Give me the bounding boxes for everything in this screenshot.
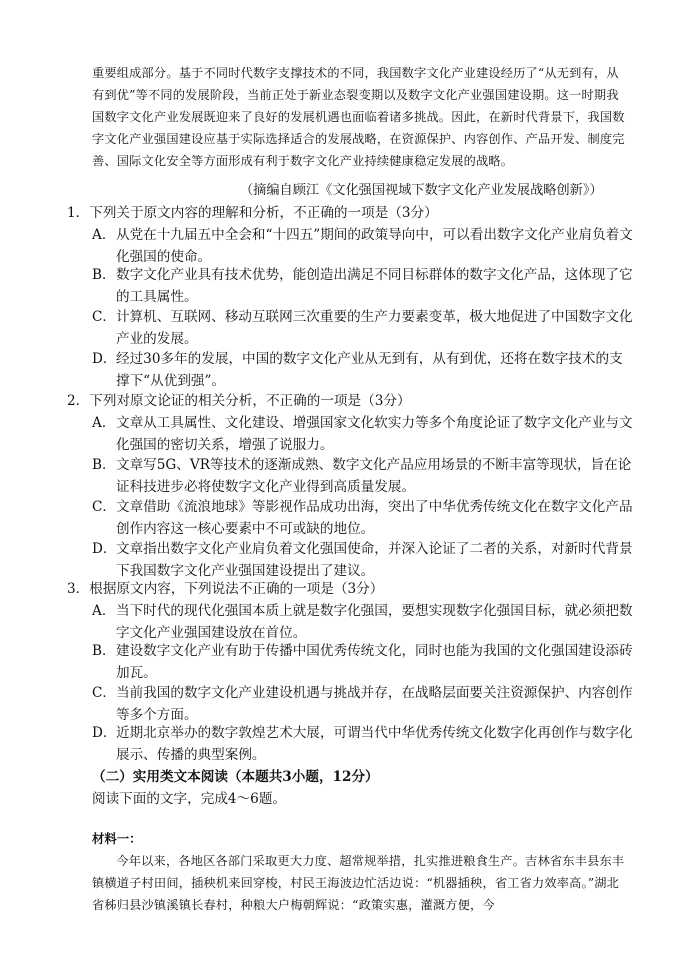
question-3-stem: 3．根据原文内容，下列说法不正确的一项是（3分）	[67, 581, 384, 597]
option-text: 建设数字文化产业有助于传播中国优秀传统文化，同时也能为我国的文化强国建设添砖加瓦。	[116, 643, 633, 681]
option-text: 当前我国的数字文化产业建设机遇与挑战并存，在战略层面要关注资源保护、内容创作等多个方面。	[116, 685, 633, 723]
option-label: A．	[92, 603, 116, 619]
option-label: D．	[92, 541, 117, 557]
question-1-option-a	[92, 224, 632, 268]
option-label: A．	[92, 415, 116, 431]
question-2-option-d	[92, 538, 632, 582]
option-text: 数字文化产业具有技术优势，能创造出满足不同目标群体的数字文化产品，这体现了它的工具属性。	[116, 267, 633, 305]
section-title: （二）实用类文本阅读（本题共3小题，12分）	[92, 769, 379, 785]
option-text: 文章写5G、VR等技术的逐渐成熟、数字文化产品应用场景的不断丰富等现状，旨在论证科技进步必将使数字文化产业得到高质量发展。	[116, 457, 632, 495]
intro-paragraph: 重要组成部分。基于不同时代数字支撑技术的不同，我国数字文化产业建设经历了“从无到有，从有到优”等不同的发展阶段，当前正处于新业态裂变期以及数字文化产业强国建设期。这一时期我国数字文化产业发展既迎来了良好的发展机遇也面临着诸多挑战。因此，在新时代背景下，我国数字文化产业强国建设应基于实际选择适合的发展战略，在资源保护、内容创作、产品开发、制度完善、国际文化安全等方面形成有利于数字文化产业持续健康稳定发展的战略。	[92, 66, 625, 168]
option-text: 从党在十九届五中全会和“十四五”期间的政策导向中，可以看出数字文化产业肩负着文化强国的使命。	[116, 227, 633, 265]
option-text: 文章从工具属性、文化建设、增强国家文化软实力等多个角度论证了数字文化产业与文化强国的密切关系，增强了说服力。	[116, 415, 633, 453]
option-label: B．	[92, 643, 116, 659]
source-note: （摘编自顾江《文化强国视域下数字文化产业发展战略创新》）	[240, 183, 603, 198]
option-text: 当下时代的现代化强国本质上就是数字化强国，要想实现数字化强国目标，就必须把数字文化产业强国建设放在首位。	[116, 603, 633, 641]
question-1-stem: 1．下列关于原文内容的理解和分析，不正确的一项是（3分）	[67, 205, 438, 221]
option-label: D．	[92, 351, 117, 367]
question-1-option-c	[92, 306, 632, 350]
question-3-option-a	[92, 600, 632, 644]
option-label: D．	[92, 725, 117, 741]
section-instruction: 阅读下面的文字，完成4～6题。	[92, 791, 287, 807]
option-label: C．	[92, 685, 116, 701]
question-1-option-b	[92, 264, 632, 308]
option-text: 计算机、互联网、移动互联网三次重要的生产力要素变革，极大地促进了中国数字文化产业的发展。	[116, 309, 633, 347]
option-label: B．	[92, 457, 116, 473]
option-label: C．	[92, 309, 116, 325]
option-text: 近期北京举办的数字敦煌艺术大展，可谓当代中华优秀传统文化数字化再创作与数字化展示、传播的典型案例。	[116, 725, 633, 763]
material-text: 今年以来，各地区各部门采取更大力度、超常规举措，扎实推进粮食生产。吉林省东丰县东丰镇横道子村田间，插秧机来回穿梭，村民王海波边忙活边说：“机器插秧，省工省力效率高。”湖北省秭归县沙镇溪镇长春村，种粮大户梅朝辉说：“政策实惠，灌溉方便，今	[92, 854, 625, 912]
question-3-option-d	[92, 722, 632, 766]
question-2-option-b	[92, 454, 632, 498]
question-2-option-c	[92, 496, 632, 540]
question-1-option-d	[92, 348, 632, 392]
question-2-stem: 2．下列对原文论证的相关分析，不正确的一项是（3分）	[67, 393, 411, 409]
option-label: A．	[92, 227, 116, 243]
option-label: B．	[92, 267, 116, 283]
question-3-option-b	[92, 640, 632, 684]
question-3-option-c	[92, 682, 632, 726]
material-heading: 材料一：	[92, 831, 142, 846]
option-text: 文章指出数字文化产业肩负着文化强国使命，并深入论证了二者的关系，对新时代背景下我国数字文化产业强国建设提出了建议。	[116, 541, 633, 579]
option-text: 经过30多年的发展，中国的数字文化产业从无到有，从有到优，还将在数字技术的支撑下“从优到强”。	[116, 351, 623, 389]
option-label: C．	[92, 499, 116, 515]
option-text: 文章借助《流浪地球》等影视作品成功出海，突出了中华优秀传统文化在数字文化产品创作内容这一核心要素中不可或缺的地位。	[116, 499, 633, 537]
question-2-option-a	[92, 412, 632, 456]
